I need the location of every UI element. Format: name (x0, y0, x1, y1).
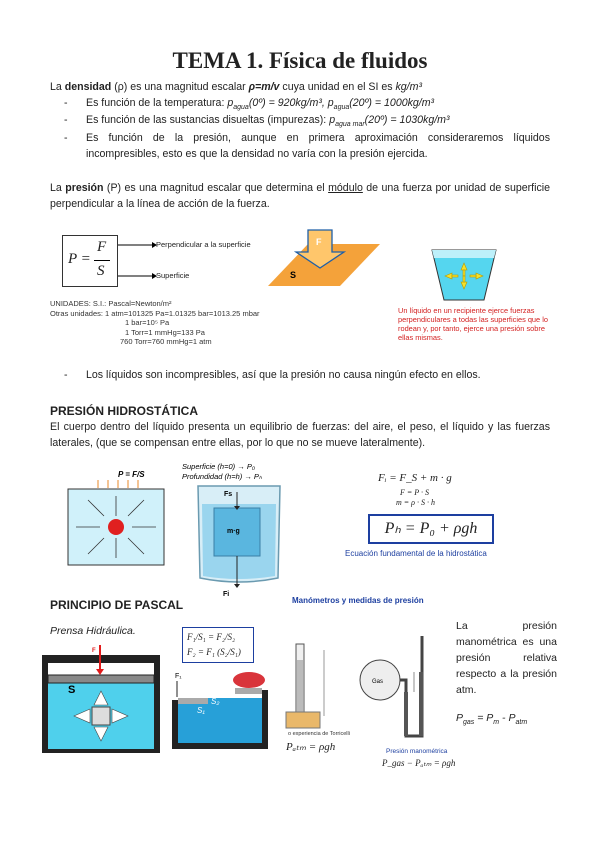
density-bullet-impurities: - Es función de las sustancias disueltas (impurezas): $p_{agua mar}(20º) = 1030kg/m^3$ (50, 113, 550, 133)
hydrostatic-text: El cuerpo dentro del líquido presenta un equilibrio de fuerzas: del aire, el peso, el líquido y las fuerzas laterales, (que se compensan entre ellas, por lo que no se mueve lateralmente). (50, 421, 550, 449)
svg-text:S: S (68, 684, 76, 696)
pressure-formula-box: P = F S (62, 235, 118, 287)
label-perpendicular: Perpendicular a la superficie (156, 240, 251, 249)
equation-mass: m = ρ · S · h (396, 498, 436, 507)
density-bullet-pressure: - Es función de la presión, aunque en primera aproximación consideraremos líquidos incompresibles, esto es que la densidad no varía con la presión ejercida. (50, 131, 550, 162)
torricelli-figure (284, 640, 340, 736)
manometer-figure (356, 612, 436, 746)
svg-text:F: F (92, 648, 96, 654)
manometer-caption: Presión manométrica (386, 748, 448, 755)
liquid-container-figure (430, 248, 500, 304)
incompressible-bullet: - Los líquidos son incompresibles, así que la presión no causa ningún efecto en ellos. (50, 368, 550, 384)
pressure-surface-figure (264, 228, 384, 290)
label-surface: Superficie (156, 271, 190, 280)
svg-text:Profundidad (h=h) → Pₕ: Profundidad (h=h) → Pₕ (182, 472, 262, 481)
hydrostatic-heading: PRESIÓN HIDROSTÁTICA (50, 404, 199, 418)
torricelli-caption: o experiencia de Torricelli (288, 731, 350, 737)
liquid-pressure-note: Un líquido en un recipiente ejerce fuerzas perpendiculares a todas las superficies que lo rodean y, por tanto, ejerce una presión sobre ellas mismas. (398, 306, 548, 342)
svg-text:F: F (316, 237, 322, 247)
pascal-equations-box: F₁/S₁ = F₂/S₂ F₂ = F₁ (S₂/S₁) (182, 627, 254, 663)
manometer-equation: P_gas − Pₐₜₘ = ρgh (382, 758, 456, 768)
svg-text:m·g: m·g (227, 528, 240, 535)
svg-text:Fi: Fi (223, 591, 230, 598)
hydraulic-press-figure (42, 645, 162, 755)
equation-caption: Ecuación fundamental de la hidrostática (345, 549, 487, 558)
hydraulic-press-label: Prensa Hidráulica. (50, 625, 136, 637)
manometric-pressure-equation: $P_{gas} = P_m - P_{atm}$ (456, 712, 528, 727)
beaker-figure (180, 460, 310, 600)
svg-text:Superficie (h=0) → P₀: Superficie (h=0) → P₀ (182, 462, 255, 471)
svg-text:F₁: F₁ (175, 673, 182, 680)
pascal-heading: PRINCIPIO DE PASCAL (50, 598, 184, 612)
density-bullet-temperature: - Es función de la temperatura: $p_{agua}(0º) = 920kg/m^3$, $p_{agua}(20º) = 1000kg/m^3$ (50, 96, 550, 116)
svg-text:P = F/S: P = F/S (118, 470, 145, 479)
equation-force-pressure: F = P · S (400, 488, 430, 497)
hydrostatic-fundamental-equation: Pₕ = P₀ + ρgh (368, 514, 494, 544)
svg-text:S: S (290, 270, 297, 280)
equation-forces: Fᵢ = F_S + m · g (378, 472, 452, 484)
svg-text:S₁: S₁ (197, 706, 205, 715)
density-intro: La densidad (ρ) es una magnitud escalar ρ=m/v cuya unidad en el SI es kg/m³ (50, 81, 422, 93)
page-title: TEMA 1. Física de fluidos (172, 48, 428, 73)
pressure-definition: La presión (P) es una magnitud escalar que determina el módulo de una fuerza por unidad de superficie perpendicular a la línea de acción de la fuerza. (50, 182, 550, 210)
svg-text:Fs: Fs (224, 491, 233, 498)
pascal-vessel-figure (165, 668, 277, 756)
svg-text:S₂: S₂ (211, 697, 220, 706)
submerged-body-figure (62, 468, 170, 568)
torricelli-equation: Pₐₜₘ = ρgh (286, 741, 336, 753)
formula-arrows (118, 236, 158, 286)
units-block: UNIDADES: S.I.: Pascal=Newton/m² Otras unidades: 1 atm=101325 Pa=1.01325 bar=1013.25 mbar 1 bar=10⁵ Pa 1 Torr=1 mmHg=133 Pa 760 Torr=760 mmHg=1 atm (50, 299, 260, 347)
manometric-pressure-text: La presión manométrica es una presión relativa respecto a la presión atm. (456, 620, 557, 696)
svg-text:Gas: Gas (372, 679, 384, 685)
manometer-title: Manómetros y medidas de presión (292, 596, 424, 605)
